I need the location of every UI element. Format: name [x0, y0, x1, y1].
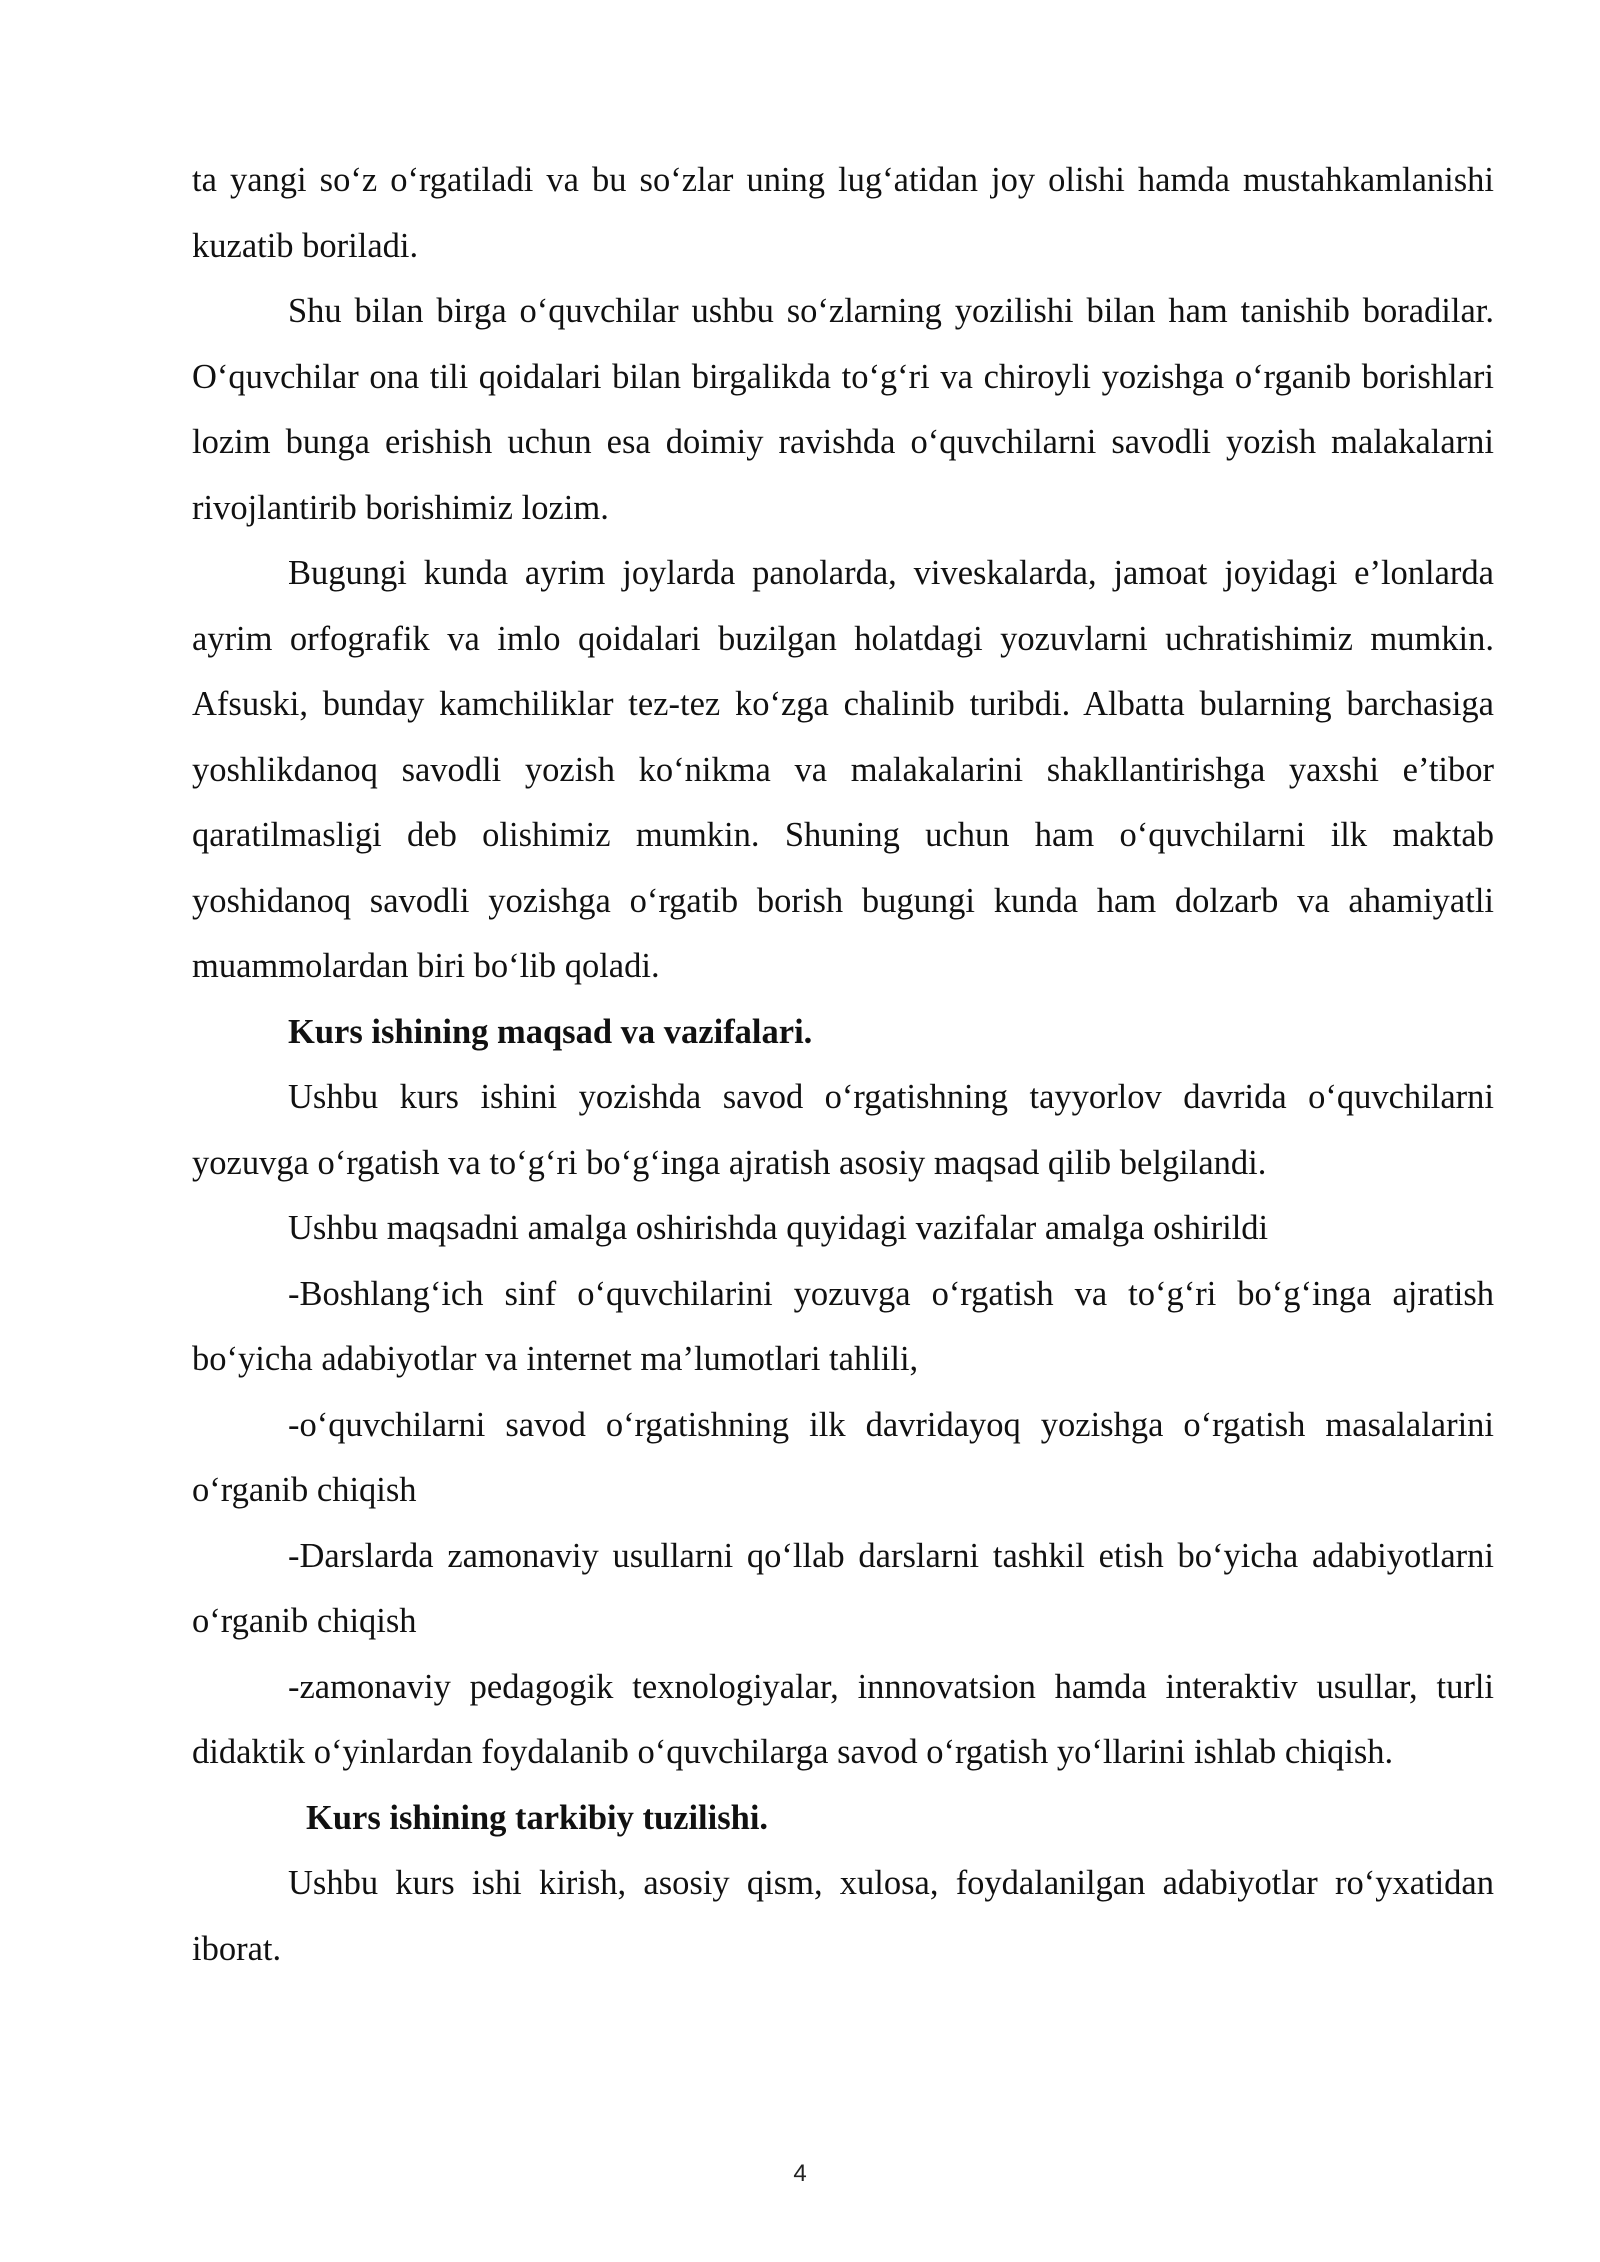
- task-item: -zamonaviy pedagogik texnologiyalar, innnovatsion hamda interaktiv usullar, turli didaktik o‘yinlardan foydalanib o‘quvchilarga savod o‘rgatish yo‘llarini ishlab chiqish.: [192, 1667, 1494, 1771]
- paragraph-continuation: ta yangi so‘z o‘rgatiladi va bu so‘zlar uning lug‘atidan joy olishi hamda mustahkamlanishi kuzatib boriladi.: [192, 161, 1494, 265]
- task-item: -Boshlang‘ich sinf o‘quvchilarini yozuvga o‘rgatish va to‘g‘ri bo‘g‘inga ajratish bo‘yicha adabiyotlar va internet ma’lumotlari tahlili,: [192, 1274, 1494, 1378]
- paragraph-structure: Ushbu kurs ishi kirish, asosiy qism, xulosa, foydalanilgan adabiyotlar ro‘yxatidan iborat.: [192, 1864, 1494, 1968]
- page-number: 4: [793, 2160, 807, 2187]
- paragraph-spelling: Shu bilan birga o‘quvchilar ushbu so‘zlarning yozilishi bilan ham tanishib boradilar. O‘quvchilar ona tili qoidalari bilan birgalikda to‘g‘ri va chiroyli yozishga o‘rganib borishlari lozim bunga erishish uchun esa doimiy ravishda o‘quvchilarni savodli yozish malakalarni rivojlantirib borishimiz lozim.: [192, 292, 1494, 527]
- paragraph-main-goal: Ushbu kurs ishini yozishda savod o‘rgatishning tayyorlov davrida o‘quvchilarni yozuvga o‘rgatish va to‘g‘ri bo‘g‘inga ajratish asosiy maqsad qilib belgilandi.: [192, 1078, 1494, 1182]
- heading-structure: Kurs ishining tarkibiy tuzilishi.: [306, 1798, 769, 1837]
- page-body: [192, 148, 1494, 1982]
- paragraph-orthography-errors: Bugungi kunda ayrim joylarda panolarda, viveskalarda, jamoat joyidagi e’lonlarda ayrim orfografik va imlo qoidalari buzilgan holatdagi yozuvlarni uchratishimiz mumkin. Afsuski, bunday kamchiliklar tez-tez ko‘zga chalinib turibdi. Albatta bularning barchasiga yoshlikdanoq savodli yozish ko‘nikma va malakalarini shakllantirishga yaxshi e’tibor qaratilmasligi deb olishimiz mumkin. Shuning uchun ham o‘quvchilarni ilk maktab yoshidanoq savodli yozishga o‘rgatib borish bugungi kunda ham dolzarb va ahamiyatli muammolardan biri bo‘lib qoladi.: [192, 554, 1494, 985]
- paragraph-tasks-intro: Ushbu maqsadni amalga oshirishda quyidagi vazifalar amalga oshirildi: [288, 1209, 1269, 1247]
- heading-goals: Kurs ishining maqsad va vazifalari.: [288, 1012, 813, 1051]
- task-item: -o‘quvchilarni savod o‘rgatishning ilk davridayoq yozishga o‘rgatish masalalarini o‘rganib chiqish: [192, 1405, 1494, 1509]
- task-item: -Darslarda zamonaviy usullarni qo‘llab darslarni tashkil etish bo‘yicha adabiyotlarni o‘rganib chiqish: [192, 1536, 1494, 1640]
